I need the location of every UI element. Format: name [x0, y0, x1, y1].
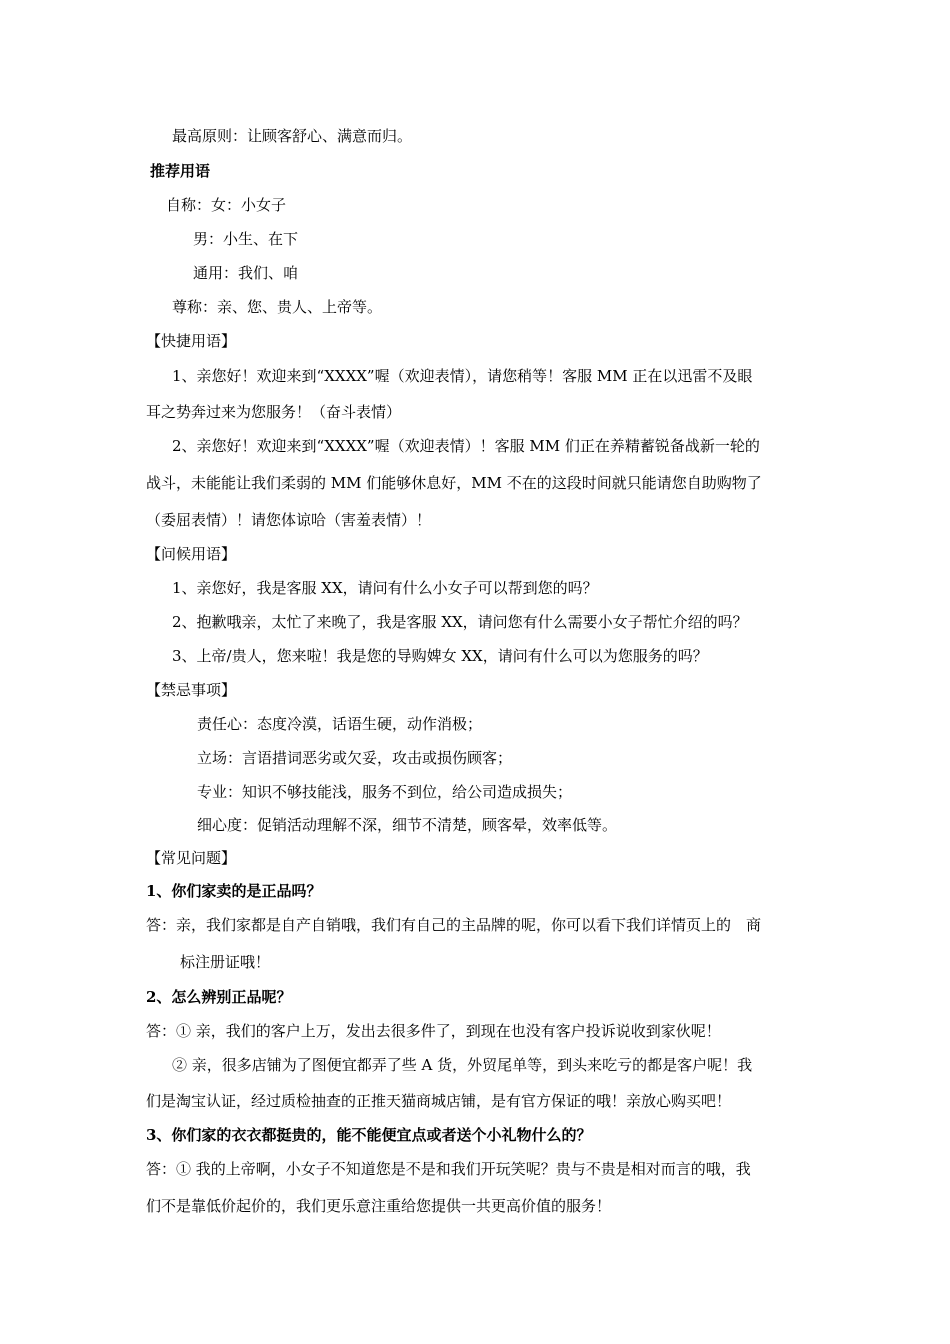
taboo-professional: 专业：知识不够技能浅，服务不到位，给公司造成损失； — [197, 783, 573, 801]
self-general-text: 通用：我们、咱 — [193, 264, 299, 282]
greeting-item1: 1、亲您好，我是客服 XX，请问有什么小女子可以帮到您的吗？ — [172, 579, 598, 597]
quick-heading: 【快捷用语】 — [146, 332, 237, 350]
taboo-responsibility: 责任心：态度冷漠，话语生硬，动作消极； — [197, 715, 483, 733]
taboo-carefulness: 细心度：促销活动理解不深，细节不清楚，顾客晕，效率低等。 — [197, 816, 618, 834]
recommended-heading: 推荐用语 — [150, 162, 211, 180]
faq-answer-3-line2: 们不是靠低价起价的，我们更乐意注重给您提供一共更高价值的服务！ — [146, 1197, 612, 1215]
quick-item2-line2: 战斗，未能能让我们柔弱的 MM 们能够休息好，MM 不在的这段时间就只能请您自助购物了 — [146, 474, 762, 492]
quick-item1-line1: 1、亲您好！欢迎来到“XXXX”喔（欢迎表情），请您稍等！客服 MM 正在以迅雷不及眼 — [172, 367, 753, 385]
greeting-item3: 3、上帝/贵人，您来啦！我是您的导购婢女 XX，请问有什么可以为您服务的吗？ — [172, 647, 708, 665]
faq-answer-2-line2: ② 亲，很多店铺为了图便宜都弄了些 A 货，外贸尾单等，到头来吃亏的都是客户呢！我 — [172, 1056, 753, 1074]
faq-answer-1-line2: 标注册证哦！ — [180, 953, 271, 971]
faq-question-2: 2、怎么辨别正品呢？ — [146, 988, 292, 1006]
self-male-text: 男：小生、在下 — [193, 230, 299, 248]
quick-item2-line1: 2、亲您好！欢迎来到“XXXX”喔（欢迎表情）！客服 MM 们正在养精蓄锐备战新一轮的 — [172, 437, 760, 455]
faq-answer-2-line1: 答：① 亲，我们的客户上万，发出去很多件了，到现在也没有客户投诉说收到家伙呢！ — [146, 1022, 721, 1040]
quick-item2-line3: （委屈表情）！请您体谅哈（害羞表情）！ — [146, 511, 432, 529]
self-female-text: 自称：女：小女子 — [166, 196, 287, 214]
honorific-text: 尊称：亲、您、贵人、上帝等。 — [172, 298, 383, 316]
faq-heading: 【常见问题】 — [146, 849, 237, 867]
faq-answer-2-line3: 们是淘宝认证，经过质检抽查的正推天猫商城店铺，是有官方保证的哦！亲放心购买吧！ — [146, 1092, 732, 1110]
faq-answer-3-line1: 答：① 我的上帝啊，小女子不知道您是不是和我们开玩笑呢？贵与不贵是相对而言的哦，我 — [146, 1160, 751, 1178]
faq-answer-1-line1: 答：亲，我们家都是自产自销哦，我们有自己的主品牌的呢，你可以看下我们详情页上的 商 — [146, 916, 762, 934]
principle-text: 最高原则：让顾客舒心、满意而归。 — [172, 127, 413, 145]
faq-question-3: 3、你们家的衣衣都挺贵的，能不能便宜点或者送个小礼物什么的？ — [146, 1126, 592, 1144]
faq-question-1: 1、你们家卖的是正品吗？ — [146, 882, 322, 900]
greeting-heading: 【问候用语】 — [146, 545, 237, 563]
greeting-item2: 2、抱歉哦亲，太忙了来晚了，我是客服 XX，请问您有什么需要小女子帮忙介绍的吗？ — [172, 613, 748, 631]
taboo-heading: 【禁忌事项】 — [146, 681, 237, 699]
quick-item1-line2: 耳之势奔过来为您服务！（奋斗表情） — [146, 403, 402, 421]
taboo-stance: 立场：言语措词恶劣或欠妥，攻击或损伤顾客； — [197, 749, 513, 767]
